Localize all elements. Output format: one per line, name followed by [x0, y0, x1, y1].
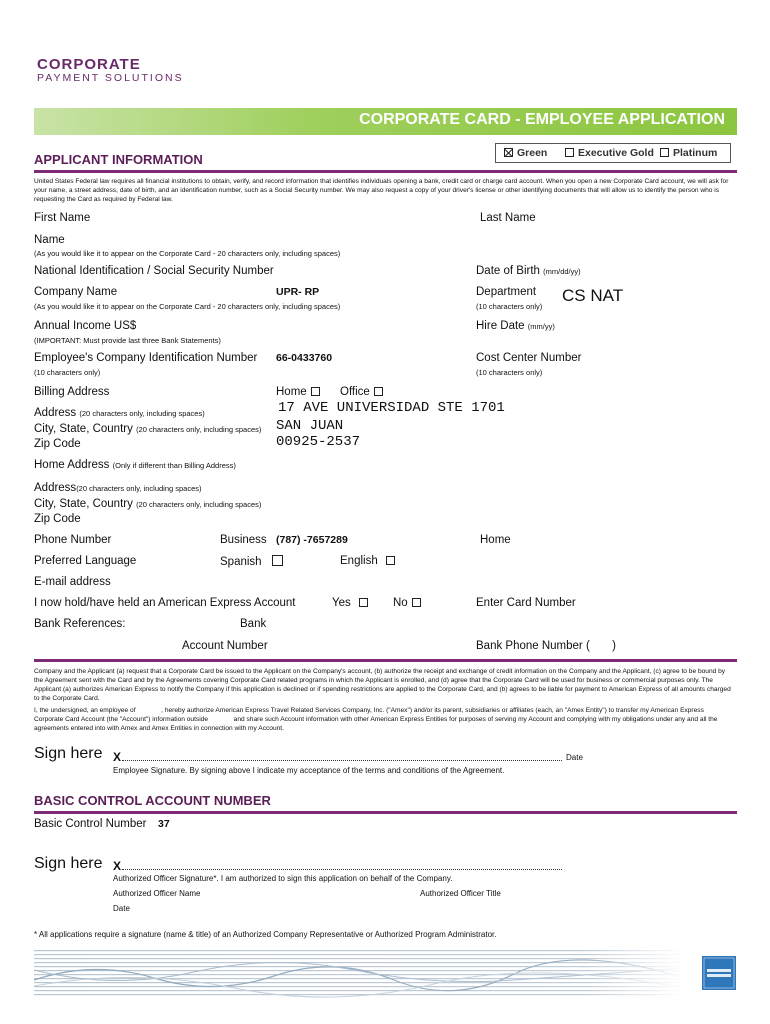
hire-date-label — [476, 320, 555, 332]
phone-label: Phone Number — [34, 534, 112, 546]
address2-label — [34, 482, 202, 494]
platinum-checkbox[interactable] — [660, 148, 669, 157]
executive-gold-checkbox[interactable] — [565, 148, 574, 157]
officer-name-label: Authorized Officer Name — [113, 889, 201, 898]
city-hint: (20 characters only, including spaces) — [136, 425, 262, 434]
zip-value[interactable]: 00925-2537 — [276, 434, 361, 450]
bca-rule — [34, 811, 737, 814]
employee-sign-here: Sign here — [34, 745, 103, 762]
dob-label — [476, 265, 581, 277]
bank-refs-label: Bank References: — [34, 618, 126, 630]
email-label: E-mail address — [34, 576, 111, 588]
emp-id-hint: (10 characters only) — [34, 368, 101, 377]
officer-signature-line[interactable] — [122, 869, 562, 870]
name-hint: (As you would like it to appear on the Corporate Card - 20 characters only, including spaces) — [34, 249, 341, 258]
address2-text: Address — [34, 482, 77, 494]
bank-phone-paren: ( ) — [585, 640, 616, 652]
cost-center-label: Cost Center Number — [476, 352, 582, 364]
agreement-para1: Company and the Applicant (a) request that a Corporate Card be issued to the Applicant on the Company's account, (b) authorize the receipt and exchange of credit information on the Company and the Applicant, (c) agree to be bound by the Agreement sent with the Card and by the Agreements covering Corporate Card related programs in which the Applicant is enrolled, and (d) agree that the Corporate Card will be used for business or commercial purposes only. The Applicant (a) authorizes American Express to notify the Company if this application is declined or if spending restrictions are applied to the Corporate Card, and (b) agrees to be liable for payment to American Express of all amounts charged to the Corporate Card. — [34, 668, 731, 702]
card-type-box — [495, 143, 731, 163]
home-address-text: Home Address — [34, 459, 110, 471]
income-hint: (IMPORTANT: Must provide last three Bank Statements) — [34, 336, 221, 345]
yes-option — [332, 597, 372, 609]
bank-label: Bank — [240, 618, 267, 630]
address2-hint: (20 characters only, including spaces) — [76, 484, 202, 493]
officer-sig-caption: Authorized Officer Signature*. I am authorized to sign this application on behalf of the Company. — [113, 874, 453, 883]
company-name-label: Company Name — [34, 286, 118, 298]
yes-checkbox[interactable] — [359, 598, 368, 607]
language-label: Preferred Language — [34, 555, 137, 567]
company-hint: (As you would like it to appear on the Corporate Card - 20 characters only, including spaces) — [34, 302, 341, 311]
banner — [34, 108, 737, 135]
logo — [37, 56, 184, 84]
city-label — [34, 423, 261, 435]
home-checkbox[interactable] — [311, 387, 320, 396]
cost-center-hint: (10 characters only) — [476, 368, 543, 377]
emp-id-label: Employee's Company Identification Number — [34, 352, 258, 364]
banner-title: CORPORATE CARD - EMPLOYEE APPLICATION — [359, 111, 725, 128]
card-number-label: Enter Card Number — [476, 597, 576, 609]
amex-logo-graphic — [702, 956, 736, 990]
name-label: Name — [34, 234, 65, 246]
city-value[interactable]: SAN JUAN — [276, 418, 344, 434]
green-label: Green — [517, 147, 548, 159]
bank-phone-label — [476, 640, 616, 652]
spanish-option — [220, 555, 287, 568]
english-checkbox[interactable] — [386, 556, 395, 565]
spanish-checkbox[interactable] — [272, 555, 283, 566]
income-label: Annual Income US$ — [34, 320, 137, 332]
footer-pattern-graphic — [34, 950, 684, 998]
applicant-heading: APPLICANT INFORMATION — [34, 152, 203, 167]
city-text: City, State, Country — [34, 423, 133, 435]
employee-signature-line[interactable] — [122, 760, 562, 761]
hire-date-format: (mm/yy) — [527, 322, 555, 331]
billing-address-label: Billing Address — [34, 386, 110, 398]
employee-sign-x: X — [113, 750, 122, 764]
department-hint: (10 characters only) — [476, 302, 543, 311]
home-label: Home — [276, 386, 307, 398]
address-text: Address — [34, 407, 77, 419]
platinum-label: Platinum — [673, 147, 718, 159]
office-label: Office — [340, 386, 370, 398]
business-phone-value[interactable]: (787) -7657289 — [276, 534, 348, 546]
dob-text: Date of Birth — [476, 265, 540, 277]
city2-hint: (20 characters only, including spaces) — [136, 500, 262, 509]
home-phone-label: Home — [480, 534, 511, 546]
home-address-hint: (Only if different than Billing Address) — [112, 461, 236, 470]
officer-date-label: Date — [113, 904, 130, 913]
agreement-rule — [34, 659, 737, 662]
no-option — [393, 597, 425, 609]
executive-gold-label: Executive Gold — [578, 147, 654, 159]
emp-id-value[interactable]: 66-0433760 — [276, 352, 333, 364]
amex-hold-label: I now hold/have held an American Express Account — [34, 597, 296, 609]
hire-date-text: Hire Date — [476, 320, 525, 332]
employee-sig-caption: Employee Signature. By signing above I indicate my acceptance of the terms and conditions of the Agreement. — [113, 766, 505, 775]
employee-date-label: Date — [566, 753, 583, 762]
federal-notice: United States Federal law requires all financial institutions to obtain, verify, and record information that identifies individuals opening a bank, credit card or charge card account. When you open a new Corporate Card account, we will ask for your name, a street address, date of birth, and an identification number, such as a Social Security number. We may also request a copy of your driver's license or other identifying documents that will allow us to identify the person who is requesting the Card as required by Federal law. — [34, 178, 729, 203]
officer-sign-here: Sign here — [34, 855, 103, 872]
department-value[interactable]: CS NAT — [562, 286, 624, 305]
dob-format: (mm/dd/yy) — [543, 267, 581, 276]
office-checkbox[interactable] — [374, 387, 383, 396]
home-option — [276, 386, 324, 398]
city2-label — [34, 498, 261, 510]
zip-label: Zip Code — [34, 438, 81, 450]
address-label — [34, 407, 205, 419]
ssn-label: National Identification / Social Security Number — [34, 265, 274, 277]
amex-logo-icon — [702, 956, 736, 990]
footer-pattern — [34, 950, 684, 998]
agreement-para2: I, the undersigned, an employee of , hereby authorize American Express Travel Related Services Company, Inc. ("Amex") and/or its parent, subsidiaries or affiliates (each, an "Amex Entity") to transfer my American Express Corporate Card Account (the "Account") information outside and share such Account information with other American Express Entities for purposes of serving my Account and complying with my obligations under any and all the agreements entered into with Amex and Amex Entities in connection with my Account. — [34, 707, 720, 732]
first-name-label: First Name — [34, 212, 91, 224]
account-number-label: Account Number — [182, 640, 268, 652]
department-label: Department — [476, 286, 537, 298]
no-label: No — [393, 597, 408, 609]
office-option — [340, 386, 387, 398]
bca-value[interactable]: 37 — [158, 818, 170, 830]
bca-heading: BASIC CONTROL ACCOUNT NUMBER — [34, 793, 271, 808]
yes-label: Yes — [332, 597, 351, 609]
footnote: * All applications require a signature (name & title) of an Authorized Company Representative or Authorized Program Administrator. — [34, 930, 497, 939]
english-label: English — [340, 555, 378, 567]
company-name-value[interactable]: UPR- RP — [276, 286, 320, 298]
last-name-label: Last Name — [480, 212, 536, 224]
address-value[interactable]: 17 AVE UNIVERSIDAD STE 1701 — [278, 400, 505, 416]
officer-title-label: Authorized Officer Title — [420, 889, 501, 898]
bca-label: Basic Control Number — [34, 818, 147, 830]
home-address-label — [34, 459, 236, 471]
green-checkbox[interactable] — [504, 148, 513, 157]
officer-sign-x: X — [113, 859, 122, 873]
applicant-rule — [34, 170, 737, 173]
zip2-label: Zip Code — [34, 513, 81, 525]
spanish-label: Spanish — [220, 556, 262, 568]
english-option — [340, 555, 399, 567]
bank-phone-text: Bank Phone Number — [476, 640, 583, 652]
business-label: Business — [220, 534, 267, 546]
address-hint: (20 characters only, including spaces) — [79, 409, 205, 418]
no-checkbox[interactable] — [412, 598, 421, 607]
logo-line2: PAYMENT SOLUTIONS — [37, 72, 184, 84]
logo-line1: CORPORATE — [37, 56, 141, 73]
city2-text: City, State, Country — [34, 498, 133, 510]
